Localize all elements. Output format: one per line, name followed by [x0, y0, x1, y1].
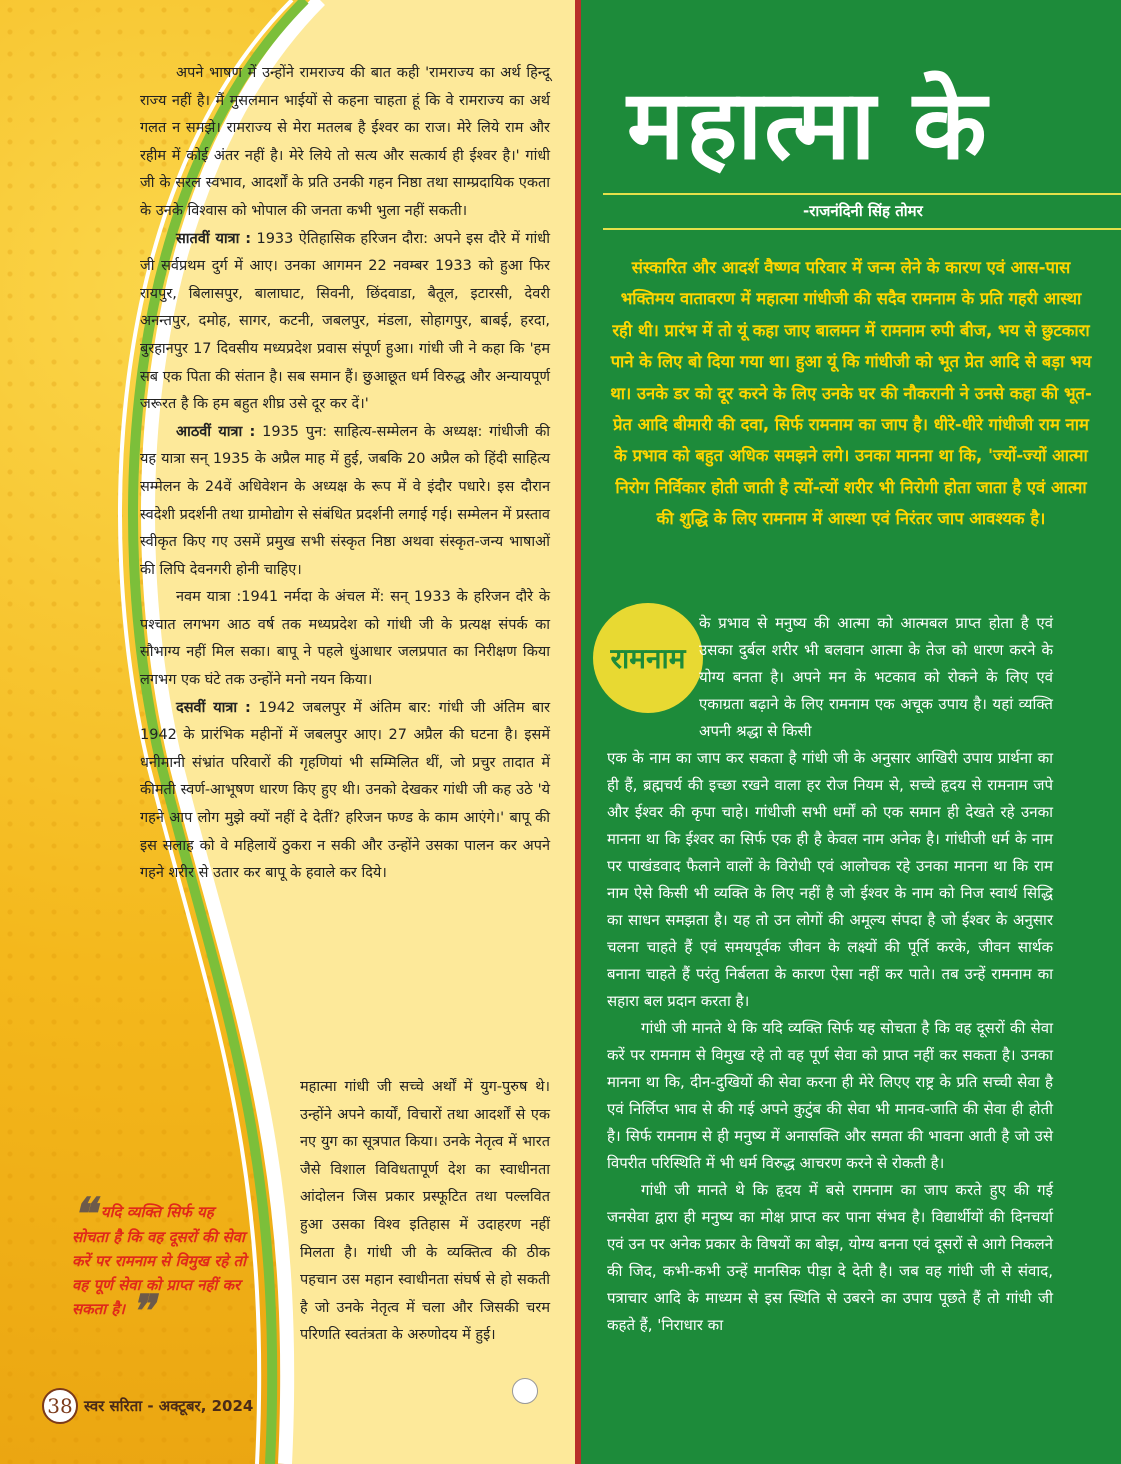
paragraph-text: 1933 ऐतिहासिक हरिजन दौरा: अपने इस दौरे में गांधी जी सर्वप्रथम दुर्ग में आए। उनका आगमन 22 नवम्बर 1933 को हुआ फिर रायपुर, बिलासपुर, बालाघाट, सिवनी, छिंदवाडा, बैतूल, इटारसी, देवरी अनन्तपुर, दमोह, सागर, कटनी, जबलपुर, मंडला, सोहागपुर, बाबई, हरदा, बुरहानपुर 17 दिवसीय मध्यप्रदेश प्रवास संपूर्ण हुआ। गांधी जी ने कहा कि 'हम सब एक पिता की संतान है। सब समान हैं। छुआछूत धर्म विरुद्ध और अन्यायपूर्ण जरूरत है कि हम बहुत शीघ्र उसे दूर कर दें।' [140, 230, 550, 413]
paragraph: गांधी जी मानते थे कि हृदय में बसे रामनाम का जाप करते हुए की गई जनसेवा द्वारा ही मनुष्य का मोक्ष प्राप्त कर पाना संभव है। विद्यार्थीयों की दिनचर्या एवं उन पर अनेक प्रकार के विषयों का बोझ, योग्य बनना एवं दूसरों से आगे निकलने की जिद, कभी-कभी उन्हें मानसिक पीड़ा दे देती है। जब वह गांधी जी से संवाद, पत्राचार आदि के माध्यम से इस स्थिति से उबरने का उपाय पूछते हैं तो गांधी जी कहते हैं, 'निराधार का [607, 1181, 1053, 1334]
close-quote-icon: ❞ [130, 1286, 154, 1337]
intro-paragraph: संस्कारित और आदर्श वैष्णव परिवार में जन्म लेने के कारण एवं आस-पास भक्तिमय वातावरण में महात्मा गांधीजी की सदैव रामनाम के प्रति गहरी आस्था रही थी। प्रारंभ में तो यूं कहा जाए बालमन में रामनाम रुपी बीज, भय से छुटकारा पाने के लिए बो दिया गया था। हुआ यूं कि गांधीजी को भूत प्रेत आदि से बड़ा भय था। उनके डर को दूर करने के लिए उनके घर की नौकरानी ने उनसे कहा की भूत-प्रेत आदि बीमारी की दवा, सिर्फ रामनाम का जाप है। धीरे-धीरे गांधीजी राम नाम के प्रभाव को बहुत अधिक समझने लगे। उनका मानना था कि, 'ज्यों-ज्यों आत्मा निरोग निर्विकार होती जाती है त्यों-त्यों शरीर भी निरोगी होता जाता है एवं आत्मा की शुद्धि के लिए रामनाम में आस्था एवं निरंतर जाप आवश्यक है। [610, 258, 1092, 529]
paragraph: गांधी जी मानते थे कि यदि व्यक्ति सिर्फ यह सोचता है कि वह दूसरों की सेवा करें पर रामनाम से विमुख रहे तो वह पूर्ण सेवा को प्राप्त नहीं कर सकता है। उनका मानना था कि, दीन-दुखियों की सेवा करना ही मेरे लिएए राष्ट्र के प्रति सच्ची सेवा है एवं निर्लिप्त भाव से की गई अपने कुटुंब की सेवा भी मानव-जाति की सेवा ही होती है। सिर्फ रामनाम से ही मनुष्य में अनासक्ति और समता की भावना आती है जो उसे विपरीत परिस्थिति में भी धर्म विरुद्ध आचरण करने से रोकती है। [607, 1019, 1053, 1172]
byline-rule [603, 228, 1121, 230]
paragraph [140, 226, 550, 419]
paragraph-text: 1942 जबलपुर में अंतिम बार: गांधी जी अंतिम बार 1942 के प्रारंभिक महीनों में जबलपुर आए। 27 अप्रैल की घटना है। इसमें धनीमानी संभ्रांत परिवारों की गृहणियां भी सम्मिलित थीं, जो प्रचुर तादात में कीमती स्वर्ण-आभूषण धारण किए हुए थी। उनको देखकर गांधी जी कह उठे 'ये गहने आप लोग मुझे क्यों नहीं दे देतीं? हरिजन फण्ड के काम आएंगे।' बापू की इस सलाह को वे महिलायें ठुकरा न सकी और उन्होंने उसका पालन कर अपने गहने शरीर से उतार कर बापू के हवाले कर दिये। [140, 699, 551, 882]
ramnam-badge [593, 603, 703, 713]
pull-quote [72, 1189, 252, 1337]
paragraph: महात्मा गांधी जी सच्चे अर्थों में युग-पुरुष थे। उन्होंने अपने कार्यों, विचारों तथा आदर्शों से एक नए युग का सूत्रपात किया। उनके नेतृत्व में भारत जैसे विशाल विविधतापूर्ण देश का स्वाधीनता आंदोलन जिस प्रकार प्रस्फूटित तथा पल्लवित हुआ उसका विश्व इतिहास में उदाहरण नहीं मिलता है। गांधी जी के व्यक्तित्व की ठीक पहचान उस महान स्वाधीनता संघर्ष से हो सकती है जो उनके नेतृत्व में चला और जिसकी चरम परिणति स्वतंत्रता के अरुणोदय में हुई। [300, 1079, 550, 1344]
right-page [581, 0, 1121, 1464]
section-heading: दसवीं यात्रा : [176, 699, 251, 716]
pull-quote-text: यदि व्यक्ति सिर्फ यह सोचता है कि वह दूसरों की सेवा करें पर रामनाम से विमुख रहे तो वह पूर्ण सेवा को प्राप्त नहीं कर सकता है। [72, 1203, 246, 1318]
paragraph [140, 695, 550, 888]
title-rule [603, 193, 1121, 195]
paragraph [140, 419, 550, 585]
open-quote-icon: ❝ [72, 1189, 96, 1240]
article-title: महात्मा के [627, 69, 989, 181]
paragraph: अपने भाषण में उन्होंने रामराज्य की बात कही 'रामराज्य का अर्थ हिन्दू राज्य नहीं है। मैं मुसलमान भाईयों से कहना चाहता हूं कि वे रामराज्य का अर्थ गलत न समझे। रामराज्य से मेरा मतलब है ईश्वर का राज। मेरे लिये राम और रहीम में कोई अंतर नहीं है। मेरे लिये तो सत्य और सत्कार्य ही ईश्वर है।' गांधी जी के सरल स्वभाव, आदर्शों के प्रति उनकी गहन निष्ठा तथा साम्प्रदायिक एकता के उनके विश्वास को भोपाल की जनता कभी भुला नहीं सकती। [140, 65, 550, 219]
magazine-issue: स्वर सरिता - अक्टूबर, 2024 [84, 1397, 254, 1415]
page-footer [42, 1388, 253, 1424]
left-article-text [140, 60, 550, 888]
badge-label: रामनाम [610, 642, 686, 675]
section-heading: सातवीं यात्रा : [176, 230, 252, 247]
section-heading: आठवीं यात्रा : [176, 423, 256, 440]
right-article-body [607, 745, 1053, 1339]
left-article-conclusion [300, 1074, 550, 1350]
author-byline: -राजनंदिनी सिंह तोमर [803, 202, 923, 220]
paragraph: एक के नाम का जाप कर सकता है गांधी जी के अनुसार आखिरी उपाय प्रार्थना का ही हैं, ब्रह्मचर्य की इच्छा रखने वाला हर रोज नियम से, सच्चे हृदय से रामनाम जपे और ईश्वर की कृपा चाहे। गांधीजी सभी धर्मों को एक समान ही देखते रहे उनका मानना था कि ईश्वर का सिर्फ एक ही है केवल नाम अनेक है। गांधीजी धर्म के नाम पर पाखंडवाद फैलाने वालों के विरोधी एवं आलोचक रहे उनका मानना था कि राम नाम ऐसे किसी भी व्यक्ति के लिए नहीं है जो ईश्वर के नाम को निज स्वार्थ सिद्धि का साधन समझता है। यह तो उन लोगों की अमूल्य संपदा है जो ईश्वर के अनुसार चलना चाहते हैं एवं समयपूर्वक जीवन के लक्ष्यों की पूर्ति करके, जीवन सार्थक बनाना चाहते हैं परंतु निर्बलता के कारण ऐसा नहीं कर पाते। तब उन्हें रामनाम का सहारा बल प्रदान करता है। [607, 749, 1053, 1010]
page-number: 38 [42, 1388, 78, 1424]
gandhi-portrait-icon [512, 1378, 538, 1404]
body-lead-text: के प्रभाव से मनुष्य की आत्मा को आत्मबल प्राप्त होता है एवं उसका दुर्बल शरीर भी बलवान आत्मा के तेज को धारण करने के योग्य बनता है। अपने मन के भटकाव को रोकने के लिए एवं एकाग्रता बढ़ाने के लिए रामनाम एक अचूक उपाय है। यहां व्यक्ति अपनी श्रद्धा से किसी [699, 614, 1053, 740]
paragraph-text: 1935 पुन: साहित्य-सम्मेलन के अध्यक्ष: गांधीजी की यह यात्रा सन् 1935 के अप्रैल माह में हुई, जबकि 20 अप्रैल को हिंदी साहित्य सम्मेलन के 24वें अधिवेशन के अध्यक्ष के रूप में वे इंदौर पधारे। इस दौरान स्वदेशी प्रदर्शनी तथा ग्रामोद्योग से संबंधित प्रदर्शनी लगाई गई। सम्मेलन में प्रस्ताव स्वीकृत किए गए उसमें प्रमुख सभी संस्कृत निष्ठा अथवा संस्कृत-जन्य भाषाओं की लिपि देवनगरी होनी चाहिए। [140, 423, 550, 578]
paragraph: नवम यात्रा :1941 नर्मदा के अंचल में: सन् 1933 के हरिजन दौरे के पश्चात लगभग आठ वर्ष तक मध्यप्रदेश को गांधी जी के प्रत्यक्ष संपर्क का सौभाग्य नहीं मिल सका। बापू ने पहले धुंआधार जलप्रपात का निरीक्षण किया लगभग एक घंटे तक उन्होंने मनो नयन किया। [140, 589, 550, 689]
